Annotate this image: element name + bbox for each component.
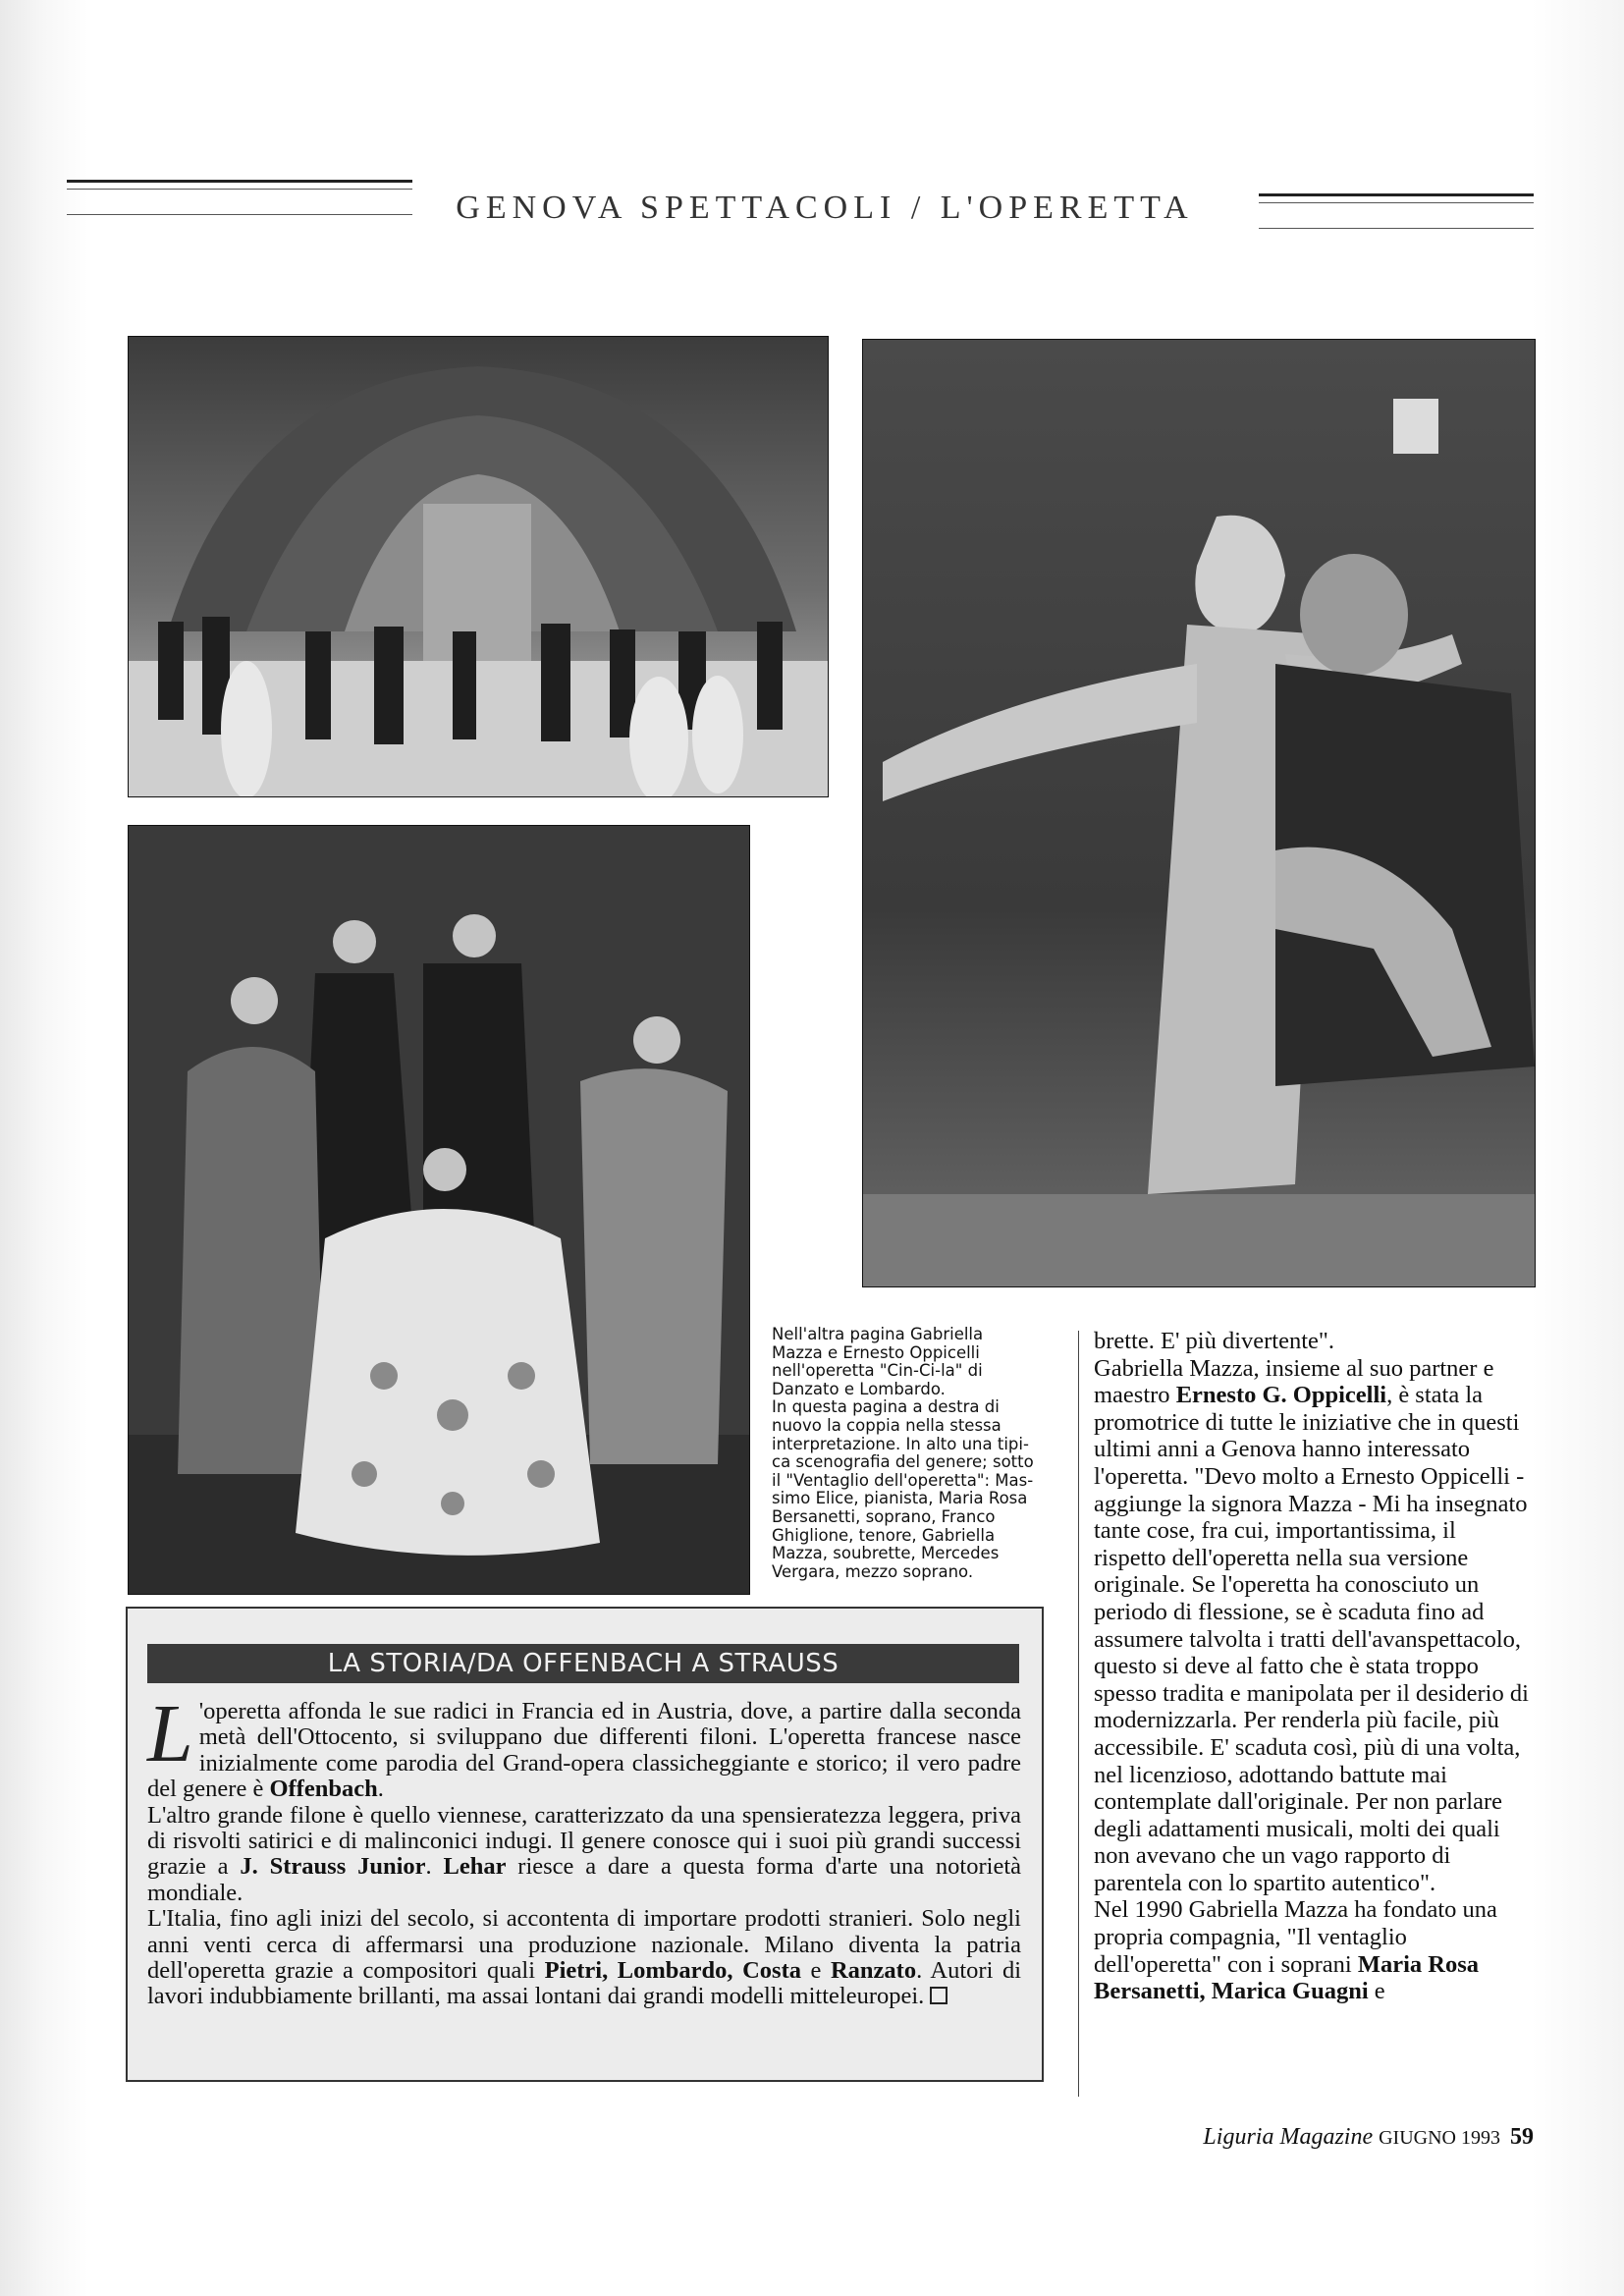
article-paragraph: brette. E' più divertente". bbox=[1094, 1328, 1335, 1354]
header-rule-left-thin-1 bbox=[67, 189, 412, 190]
section-header: GENOVA SPETTACOLI / L'OPERETTA bbox=[456, 190, 1194, 226]
drop-cap: L bbox=[147, 1688, 193, 1779]
article-paragraph: Nel 1990 Gabriella Mazza ha fondato una propria compagnia, "Il ventaglio dell'operetta" con i soprani Maria Rosa Bersanetti, Marica Guagni e bbox=[1094, 1896, 1497, 2005]
article-paragraph: Gabriella Mazza, insieme al suo partner e maestro Ernesto G. Oppicelli, è stata la promotrice di tutte le iniziative che in questi ultimi anni a Genova hanno interessato l'operetta. "Devo molto a Ernesto Oppicelli - aggiunge la signora Mazza - Mi ha insegnato tante cose, fra cui, importantissima, il rispetto dell'operetta nella sua versione originale. Se l'operetta ha conosciuto un periodo di flessione, se è scaduta fino ad assumere talvolta i tratti dell'avanspettacolo, questo si deve al fatto che è stata troppo spesso tradita e manipolata per il desiderio di modernizzarla. Per renderla più facile, più accessibile. E' scaduta così, più di una volta, nel licenzioso, adottando battute mai contemplate dall'originale. Per non parlare degli adattamenti musicali, molti dei quali non avevano che un vago rapporto di parentela con lo spartito autentico". bbox=[1094, 1354, 1529, 1896]
sidebar-title: LA STORIA/DA OFFENBACH A STRAUSS bbox=[147, 1644, 1019, 1683]
page-footer bbox=[1203, 2124, 1534, 2151]
magazine-name: Liguria Magazine bbox=[1203, 2124, 1374, 2150]
sidebar-paragraph: L'Italia, fino agli inizi del secolo, si accontenta di importare prodotti stranieri. Solo negli anni venti cerca di affermarsi una produzione nazionale. Milano diventa la patria dell'operetta grazie a compositori quali Pietri, Lombardo, Costa e Ranzato. Autori di lavori indubbiamente brillanti, ma assai lontani dai grandi modelli mitteleuropei. bbox=[147, 1905, 1022, 2010]
article-column bbox=[1094, 1328, 1534, 2005]
ensemble-group-photo bbox=[128, 825, 750, 1595]
photo-caption: Nell'altra pagina Gabriella Mazza e Ernesto Oppicelli nell'operetta "Cin-Ci-la" di Danzato e Lombardo. In questa pagina a destra di nuovo la coppia nella stessa interpretazione. In alto una tipi- ca scenografia del genere; sotto il "Ventaglio dell'operetta": Mas- simo Elice, pianista, Maria Rosa Bersanetti, soprano, Franco Ghiglione, tenore, Gabriella Mazza, soubrette, Mercedes Vergara, mezzo soprano. bbox=[772, 1325, 1034, 1581]
column-divider bbox=[1078, 1331, 1079, 2097]
sidebar-paragraph: L 'operetta affonda le sue radici in Francia ed in Austria, dove, a partire dalla seconda metà dell'Ottocento, si sviluppano due differenti filoni. L'operetta francese nasce inizialmente come parodia del Grand-opera classicheggiante e storico; il vero padre del genere è Offenbach. bbox=[147, 1688, 1021, 1803]
couple-performance-photo bbox=[862, 339, 1536, 1287]
history-sidebar-box bbox=[126, 1607, 1044, 2082]
sidebar-paragraph: L'altro grande filone è quello viennese, caratterizzato da una spensieratezza leggera, priva di risvolti satirici e di malinconici indugi. Il genere conosce qui i suoi più grandi successi grazie a J. Strauss Junior. Lehar riesce a dare a questa forma d'arte una notorietà mondiale. bbox=[147, 1801, 1021, 1906]
header-rule-left-thin-2 bbox=[67, 214, 412, 215]
header-rule-right-thick bbox=[1259, 193, 1534, 196]
issue-date: GIUGNO 1993 bbox=[1379, 2127, 1500, 2149]
end-of-article-icon bbox=[930, 1987, 947, 2004]
header-rule-left-thick bbox=[67, 180, 412, 183]
page-number: 59 bbox=[1510, 2124, 1534, 2150]
header-rule-right-thin-2 bbox=[1259, 228, 1534, 229]
sidebar-body bbox=[147, 1688, 1022, 2010]
header-rule-right-thin-1 bbox=[1259, 202, 1534, 203]
stage-scene-photo bbox=[128, 336, 829, 797]
